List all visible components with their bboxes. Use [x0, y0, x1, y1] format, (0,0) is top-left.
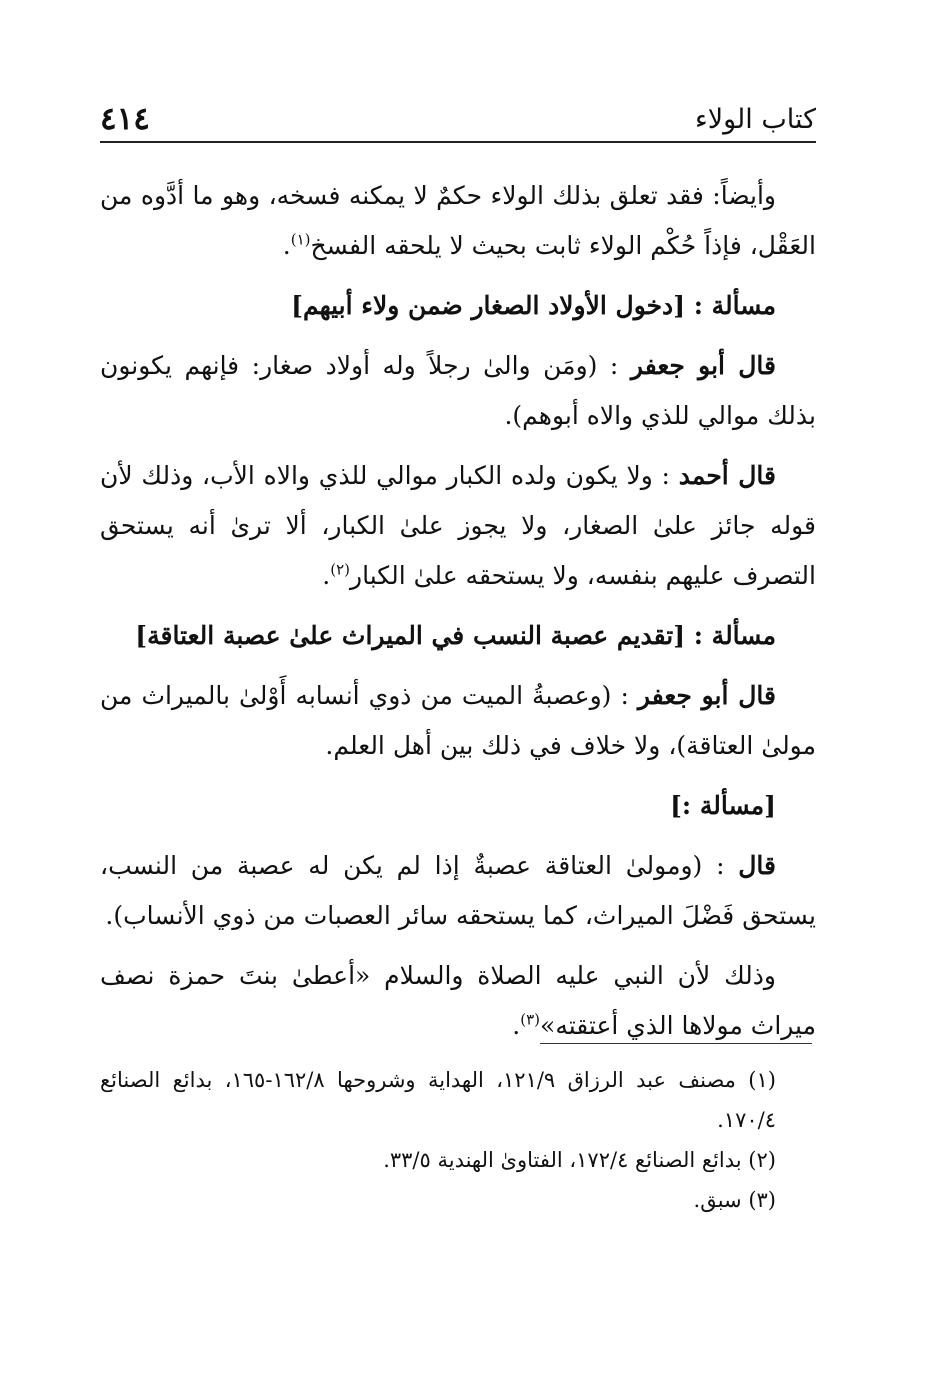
- page-header: [100, 95, 816, 143]
- speaker-name: قال أبو جعفر: [637, 681, 776, 710]
- main-text: [100, 171, 816, 1051]
- footnote-3: (٣) سبق.: [693, 1188, 776, 1212]
- speaker-name: قال أبو جعفر: [630, 351, 776, 380]
- footnote-ref-3[interactable]: (٣): [520, 1010, 541, 1029]
- paragraph-1: وأيضاً: فقد تعلق بذلك الولاء حكمٌ لا يمكنه فسخه، وهو ما أدَّوه من العَقْل، فإذاً حُكْم الولاء ثابت بحيث لا يلحقه الفسخ$^{(١)}$.: [100, 181, 816, 260]
- footnote-ref-1[interactable]: (١): [290, 230, 311, 249]
- paragraph-5: [100, 841, 816, 941]
- page-number: ٤١٤: [100, 101, 150, 137]
- paragraph-3-text: : ولا يكون ولده الكبار موالي للذي والاه الأب، وذلك لأن قوله جائز علىٰ الصغار، ولا يجوز علىٰ الكبار، ألا ترىٰ أنه يستحق التصرف عليهم بنفسه، ولا يستحقه علىٰ الكبار: [100, 461, 816, 590]
- section-heading-1: مسألة : [دخول الأولاد الصغار ضمن ولاء أبيهم]: [291, 291, 776, 320]
- paragraph-4-text: : (وعصبةُ الميت من ذوي أنسابه أَوْلىٰ بالميراث من مولىٰ العتاقة)، ولا خلاف في ذلك بين أهل العلم.: [100, 681, 816, 760]
- speaker-name: قال: [738, 851, 776, 880]
- paragraph-5-text: : (ومولىٰ العتاقة عصبةٌ إذا لم يكن له عصبة من النسب، يستحق فَضْلَ الميراث، كما يستحقه سائر العصبات من ذوي الأنساب).: [100, 851, 816, 930]
- paragraph-1-text: وأيضاً: فقد تعلق بذلك الولاء حكمٌ لا يمكنه فسخه، وهو ما أدَّوه من العَقْل، فإذاً حُكْم الولاء ثابت بحيث لا يلحقه الفسخ: [100, 181, 816, 260]
- running-head: كتاب الولاء: [695, 104, 816, 135]
- paragraph-3: قال أحمد : ولا يكون ولده الكبار موالي للذي والاه الأب، وذلك لأن قوله جائز علىٰ الصغار، ولا يجوز علىٰ الكبار، ألا ترىٰ أنه يستحق التصرف عليهم بنفسه، ولا يستحقه علىٰ الكبار$^{(٢)}$.: [100, 461, 816, 590]
- footnote-2: (٢) بدائع الصنائع ١٧٢/٤، الفتاوىٰ الهندية ٣٣/٥.: [383, 1148, 776, 1172]
- book-page: [100, 95, 816, 1061]
- section-heading-2: مسألة : [تقديم عصبة النسب في الميراث علىٰ عصبة العتاقة]: [135, 621, 776, 650]
- paragraph-2: [100, 341, 816, 441]
- speaker-name: قال أحمد: [678, 461, 776, 490]
- paragraph-6-text: وذلك لأن النبي عليه الصلاة والسلام «أعطىٰ بنتَ حمزة نصف ميراث مولاها الذي أعتقته»: [100, 961, 816, 1040]
- paragraph-6: وذلك لأن النبي عليه الصلاة والسلام «أعطىٰ بنتَ حمزة نصف ميراث مولاها الذي أعتقته»$^{(٣)}$.: [100, 961, 816, 1040]
- section-heading-3: [مسألة :]: [670, 791, 776, 820]
- footnote-ref-2[interactable]: (٢): [330, 560, 351, 579]
- paragraph-4: [100, 671, 816, 771]
- footnotes: [100, 1060, 816, 1220]
- footnote-separator: [540, 1043, 812, 1044]
- paragraph-2-text: : (ومَن والىٰ رجلاً وله أولاد صغار: فإنهم يكونون بذلك موالي للذي والاه أبوهم).: [100, 351, 816, 430]
- footnote-1: (١) مصنف عبد الرزاق ١٢١/٩، الهداية وشروحها ١٦٢/٨-١٦٥، بدائع الصنائع ١٧٠/٤.: [100, 1068, 776, 1132]
